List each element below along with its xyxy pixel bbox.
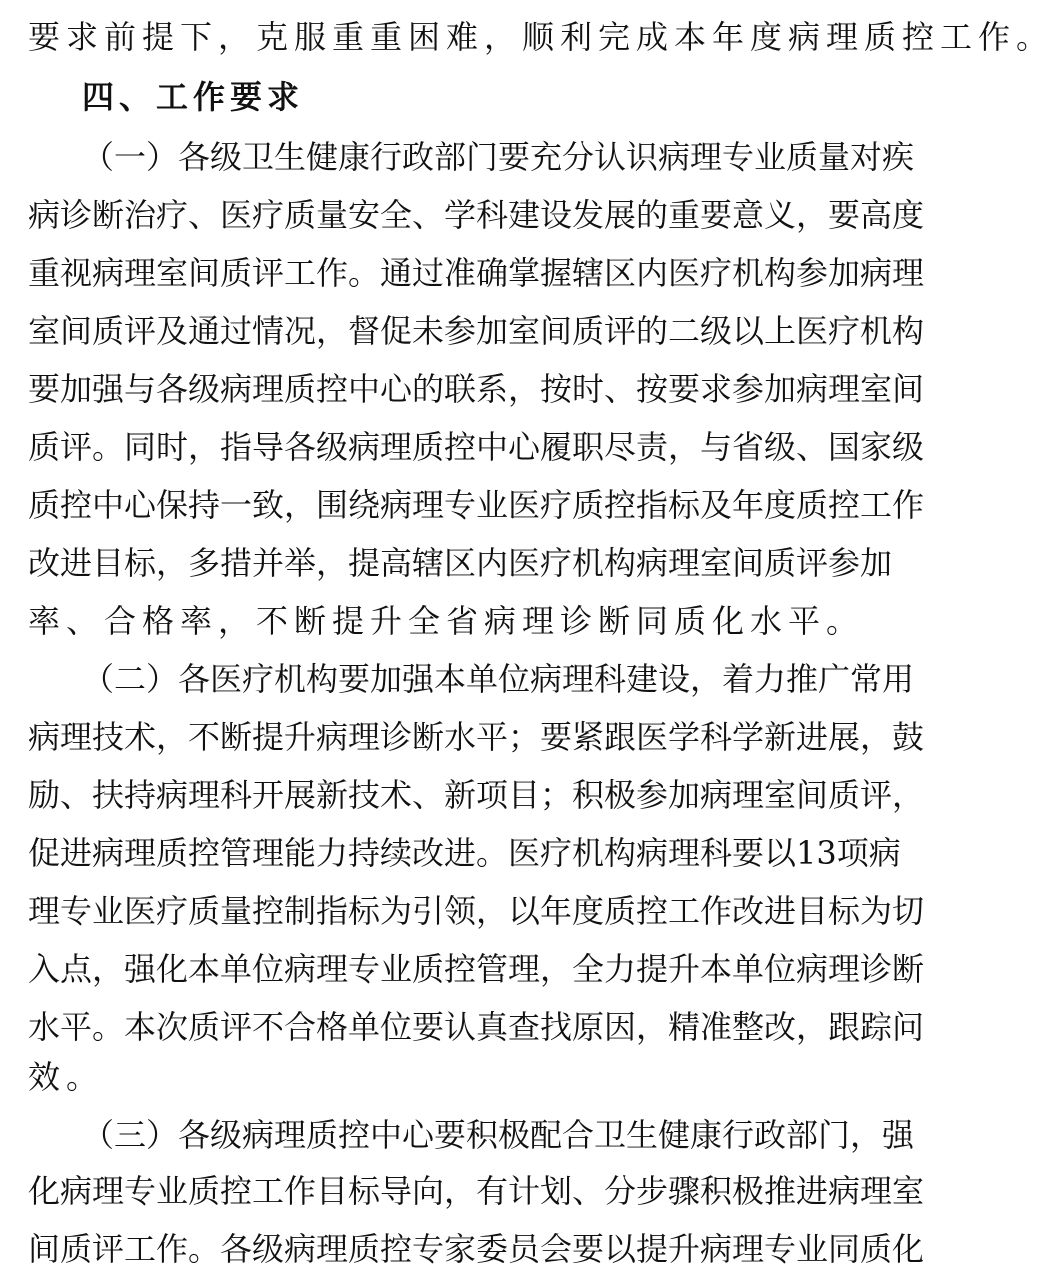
text-line: 入点，强化本单位病理专业质控管理，全力提升本单位病理诊断 (28, 950, 925, 988)
text-line: 病理技术，不断提升病理诊断水平；要紧跟医学科学新进展，鼓 (28, 718, 925, 756)
text-line: （二）各医疗机构要加强本单位病理科建设，着力推广常用 (82, 660, 915, 698)
text-line: 室间质评及通过情况，督促未参加室间质评的二级以上医疗机构 (28, 312, 925, 350)
text-line: 化病理专业质控工作目标导向，有计划、分步骤积极推进病理室 (28, 1172, 925, 1210)
text-line: 理专业医疗质量控制指标为引领，以年度质控工作改进目标为切 (28, 892, 925, 930)
text-line: 质评。同时，指导各级病理质控中心履职尽责，与省级、国家级 (28, 428, 925, 466)
text-line: 病诊断治疗、医疗质量安全、学科建设发展的重要意义，要高度 (28, 196, 925, 234)
text-line: 效。 (28, 1058, 105, 1096)
text-line: （一）各级卫生健康行政部门要充分认识病理专业质量对疾 (82, 138, 915, 176)
section-heading: 四、工作要求 (82, 78, 305, 116)
text-line: 间质评工作。各级病理质控专家委员会要以提升病理专业同质化 (28, 1230, 925, 1268)
text-line: 质控中心保持一致，围绕病理专业医疗质控指标及年度质控工作 (28, 486, 925, 524)
text-line: 促进病理质控管理能力持续改进。医疗机构病理科要以13项病 (28, 834, 901, 872)
text-line: 要求前提下，克服重重困难，顺利完成本年度病理质控工作。 (28, 18, 1054, 56)
text-line: 水平。本次质评不合格单位要认真查找原因，精准整改，跟踪问 (28, 1008, 925, 1046)
text-line: （三）各级病理质控中心要积极配合卫生健康行政部门，强 (82, 1116, 915, 1154)
text-line: 重视病理室间质评工作。通过准确掌握辖区内医疗机构参加病理 (28, 254, 925, 292)
text-line: 要加强与各级病理质控中心的联系，按时、按要求参加病理室间 (28, 370, 925, 408)
text-line: 率、合格率，不断提升全省病理诊断同质化水平。 (28, 602, 865, 640)
text-line: 改进目标，多措并举，提高辖区内医疗机构病理室间质评参加 (28, 544, 893, 582)
text-line: 励、扶持病理科开展新技术、新项目；积极参加病理室间质评， (28, 776, 925, 814)
